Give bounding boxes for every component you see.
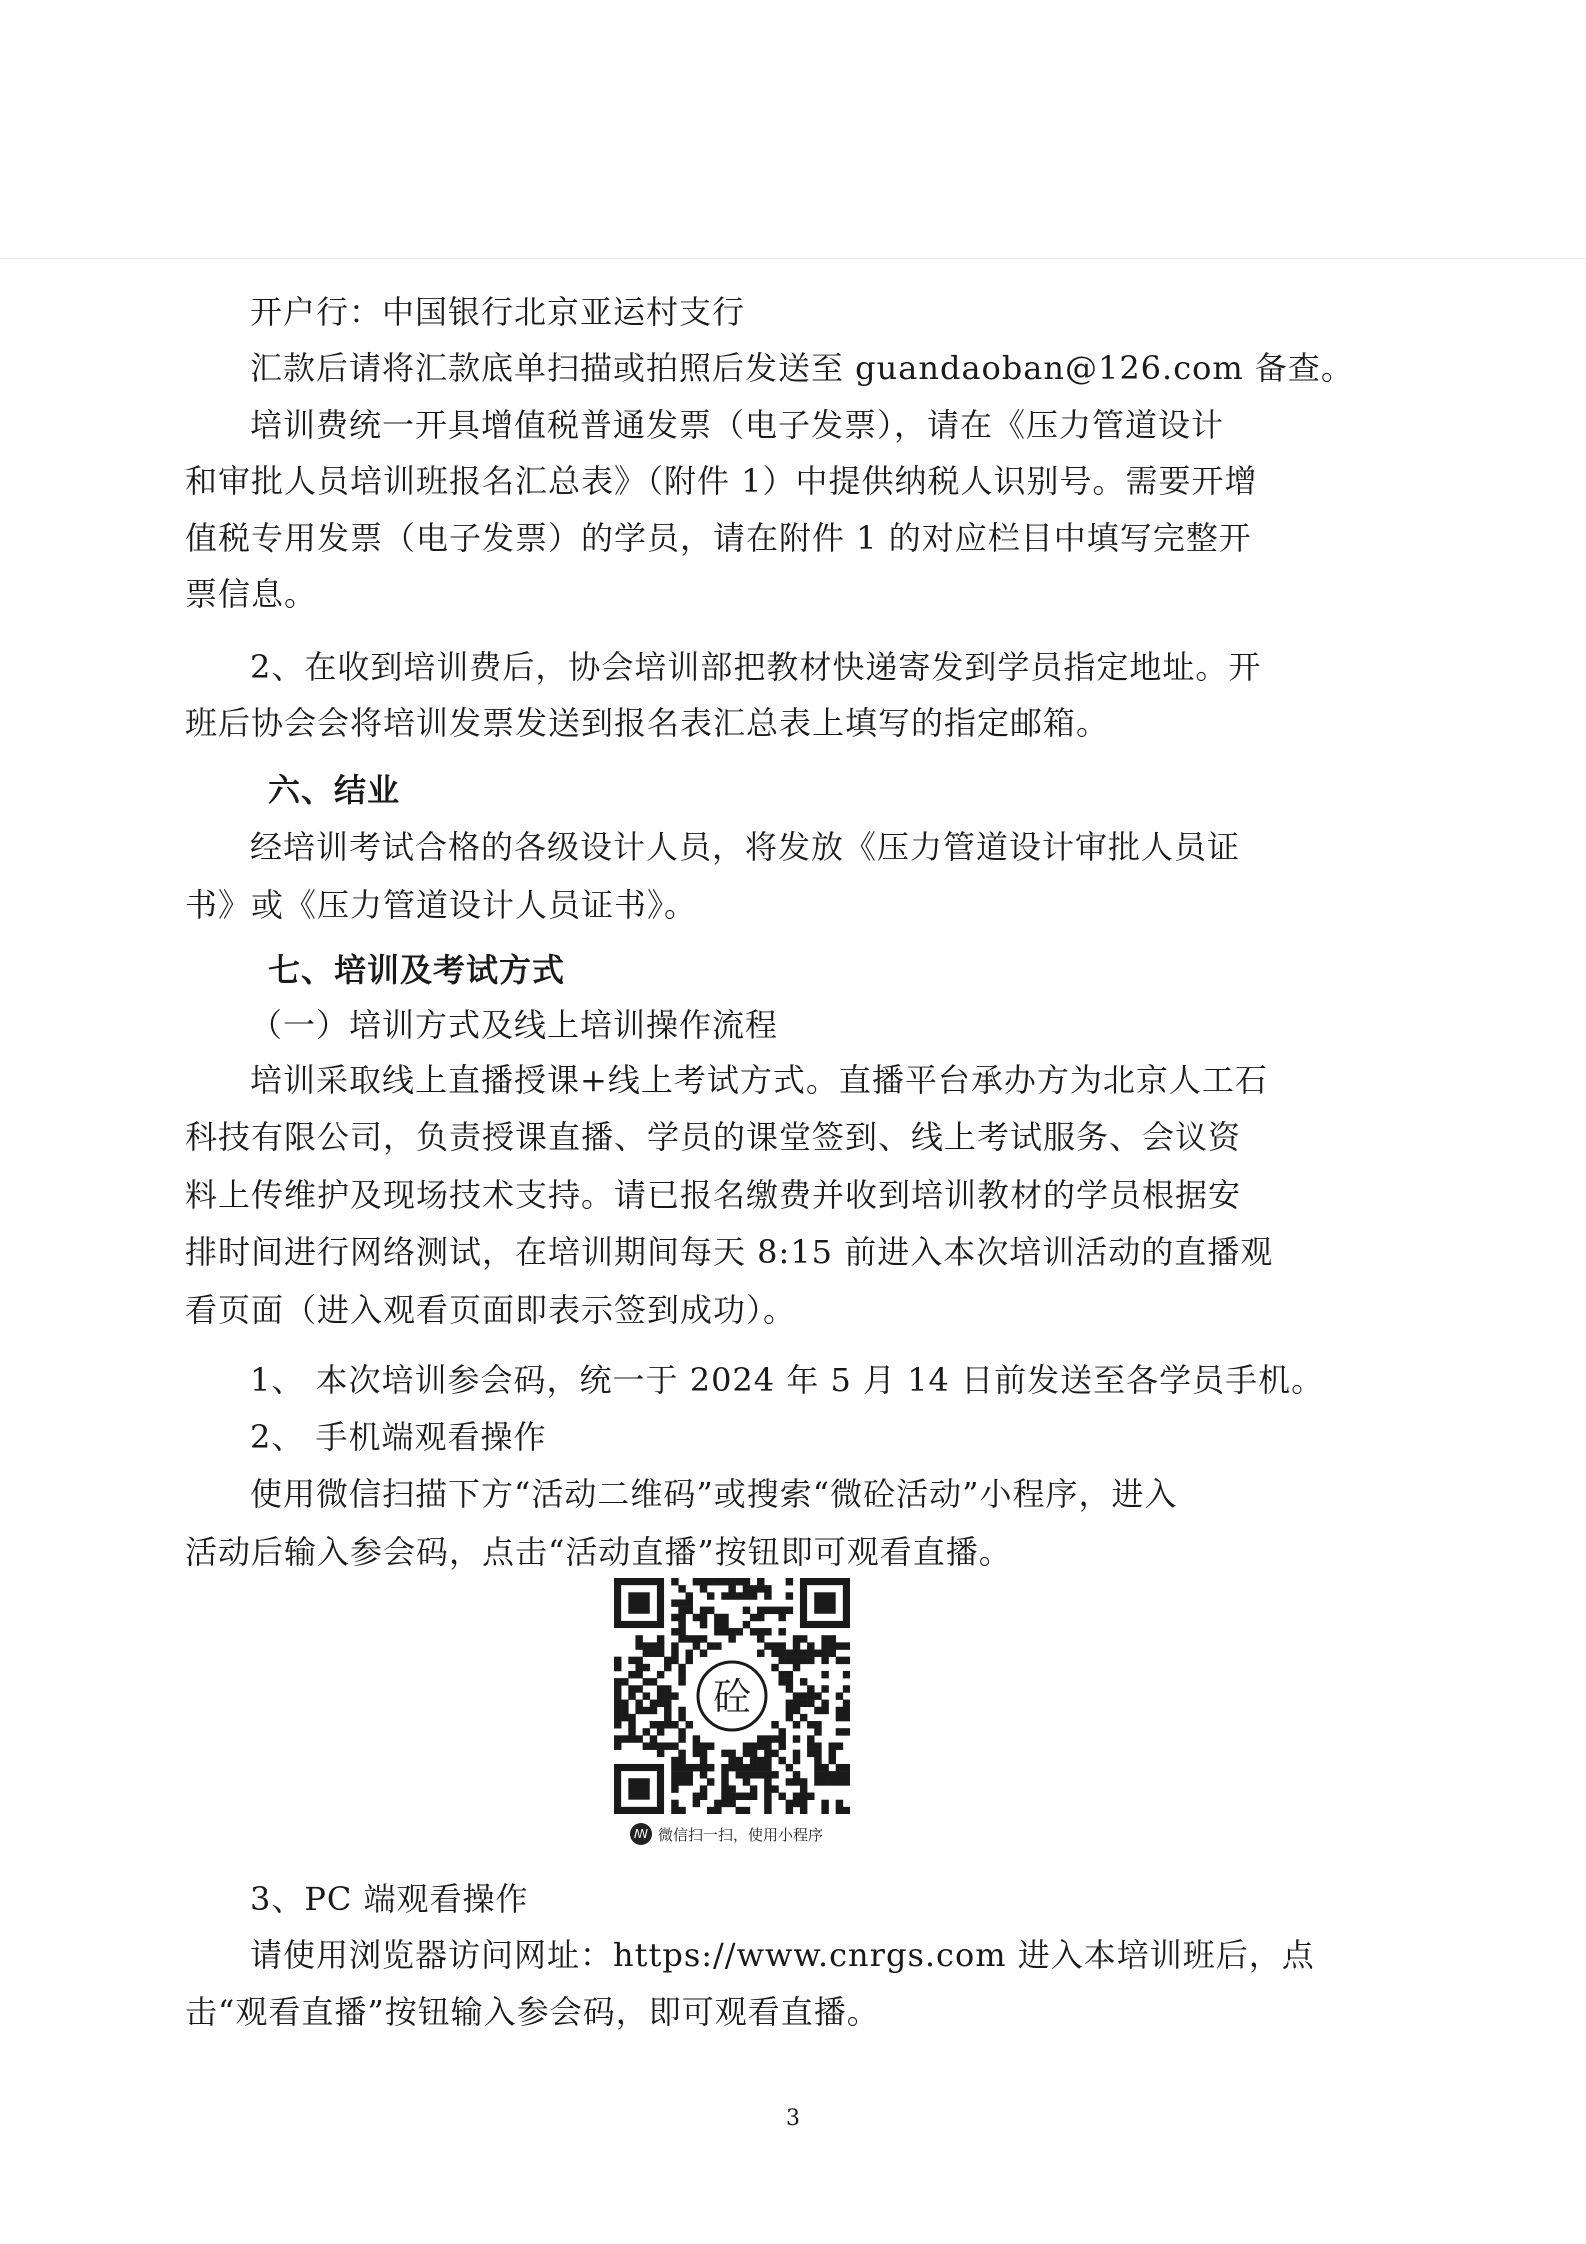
scan-divider [0, 258, 1586, 259]
paragraph-deliver-line2: 班后协会会将培训发票发送到报名表汇总表上填写的指定邮箱。 [185, 704, 1110, 742]
paragraph-deliver-line1: 2、在收到培训费后，协会培训部把教材快递寄发到学员指定地址。开 [250, 648, 1262, 686]
qr-caption [630, 1820, 823, 1848]
page-number: 3 [786, 2106, 800, 2131]
activity-qr-block[interactable] [614, 1578, 850, 1852]
section-heading-graduation: 六、结业 [268, 771, 401, 809]
activity-qr-code[interactable] [614, 1578, 850, 1814]
paragraph-invoice-line1: 培训费统一开具增值税普通发票（电子发票），请在《压力管道设计 [250, 406, 1225, 444]
paragraph-graduation-line1: 经培训考试合格的各级设计人员，将发放《压力管道设计审批人员证 [250, 828, 1241, 866]
paragraph-method-line5: 看页面（进入观看页面即表示签到成功）。 [185, 1291, 797, 1329]
qr-center-logo: 砼 [712, 1675, 752, 1719]
paragraph-bank: 开户行：中国银行北京亚运村支行 [250, 293, 746, 331]
step-1-text: 1、 本次培训参会码，统一于 2024 年 5 月 14 日前发送至各学员手机。 [250, 1361, 1325, 1399]
paragraph-pc-line2: 击“观看直播”按钮输入参会码，即可观看直播。 [185, 1993, 880, 2031]
paragraph-invoice-line4: 票信息。 [185, 575, 318, 613]
paragraph-mobile-line2: 活动后输入参会码，点击“活动直播”按钮即可观看直播。 [185, 1533, 1012, 1571]
paragraph-remit: 汇款后请将汇款底单扫描或拍照后发送至 guandaoban@126.com 备查。 [250, 349, 1354, 387]
paragraph-invoice-line2: 和审批人员培训班报名汇总表》（附件 1）中提供纳税人识别号。需要开增 [185, 462, 1258, 500]
qr-caption-text: 微信扫一扫，使用小程序 [658, 1825, 824, 1844]
wechat-miniprogram-icon: ꟿ [630, 1823, 652, 1845]
subsection-heading-method: （一）培训方式及线上培训操作流程 [250, 1006, 779, 1044]
qr-code-graphic [614, 1578, 850, 1814]
step-2-heading: 2、 手机端观看操作 [250, 1418, 547, 1456]
paragraph-method-line4: 排时间进行网络测试，在培训期间每天 8:15 前进入本次培训活动的直播观 [185, 1233, 1274, 1271]
paragraph-pc-line1: 请使用浏览器访问网址：https://www.cnrgs.com 进入本培训班后，点 [250, 1936, 1315, 1974]
paragraph-method-line3: 料上传维护及现场技术支持。请已报名缴费并收到培训教材的学员根据安 [185, 1176, 1242, 1214]
paragraph-graduation-line2: 书》或《压力管道设计人员证书》。 [185, 886, 698, 924]
paragraph-mobile-line1: 使用微信扫描下方“活动二维码”或搜索“微砼活动”小程序，进入 [250, 1475, 1178, 1513]
step-3-heading: 3、PC 端观看操作 [250, 1880, 529, 1918]
paragraph-method-line1: 培训采取线上直播授课+线上考试方式。直播平台承办方为北京人工石 [250, 1061, 1268, 1099]
paragraph-method-line2: 科技有限公司，负责授课直播、学员的课堂签到、线上考试服务、会议资 [185, 1118, 1242, 1156]
paragraph-invoice-line3: 值税专用发票（电子发票）的学员，请在附件 1 的对应栏目中填写完整开 [185, 519, 1252, 557]
section-heading-training-exam: 七、培训及考试方式 [268, 951, 566, 989]
